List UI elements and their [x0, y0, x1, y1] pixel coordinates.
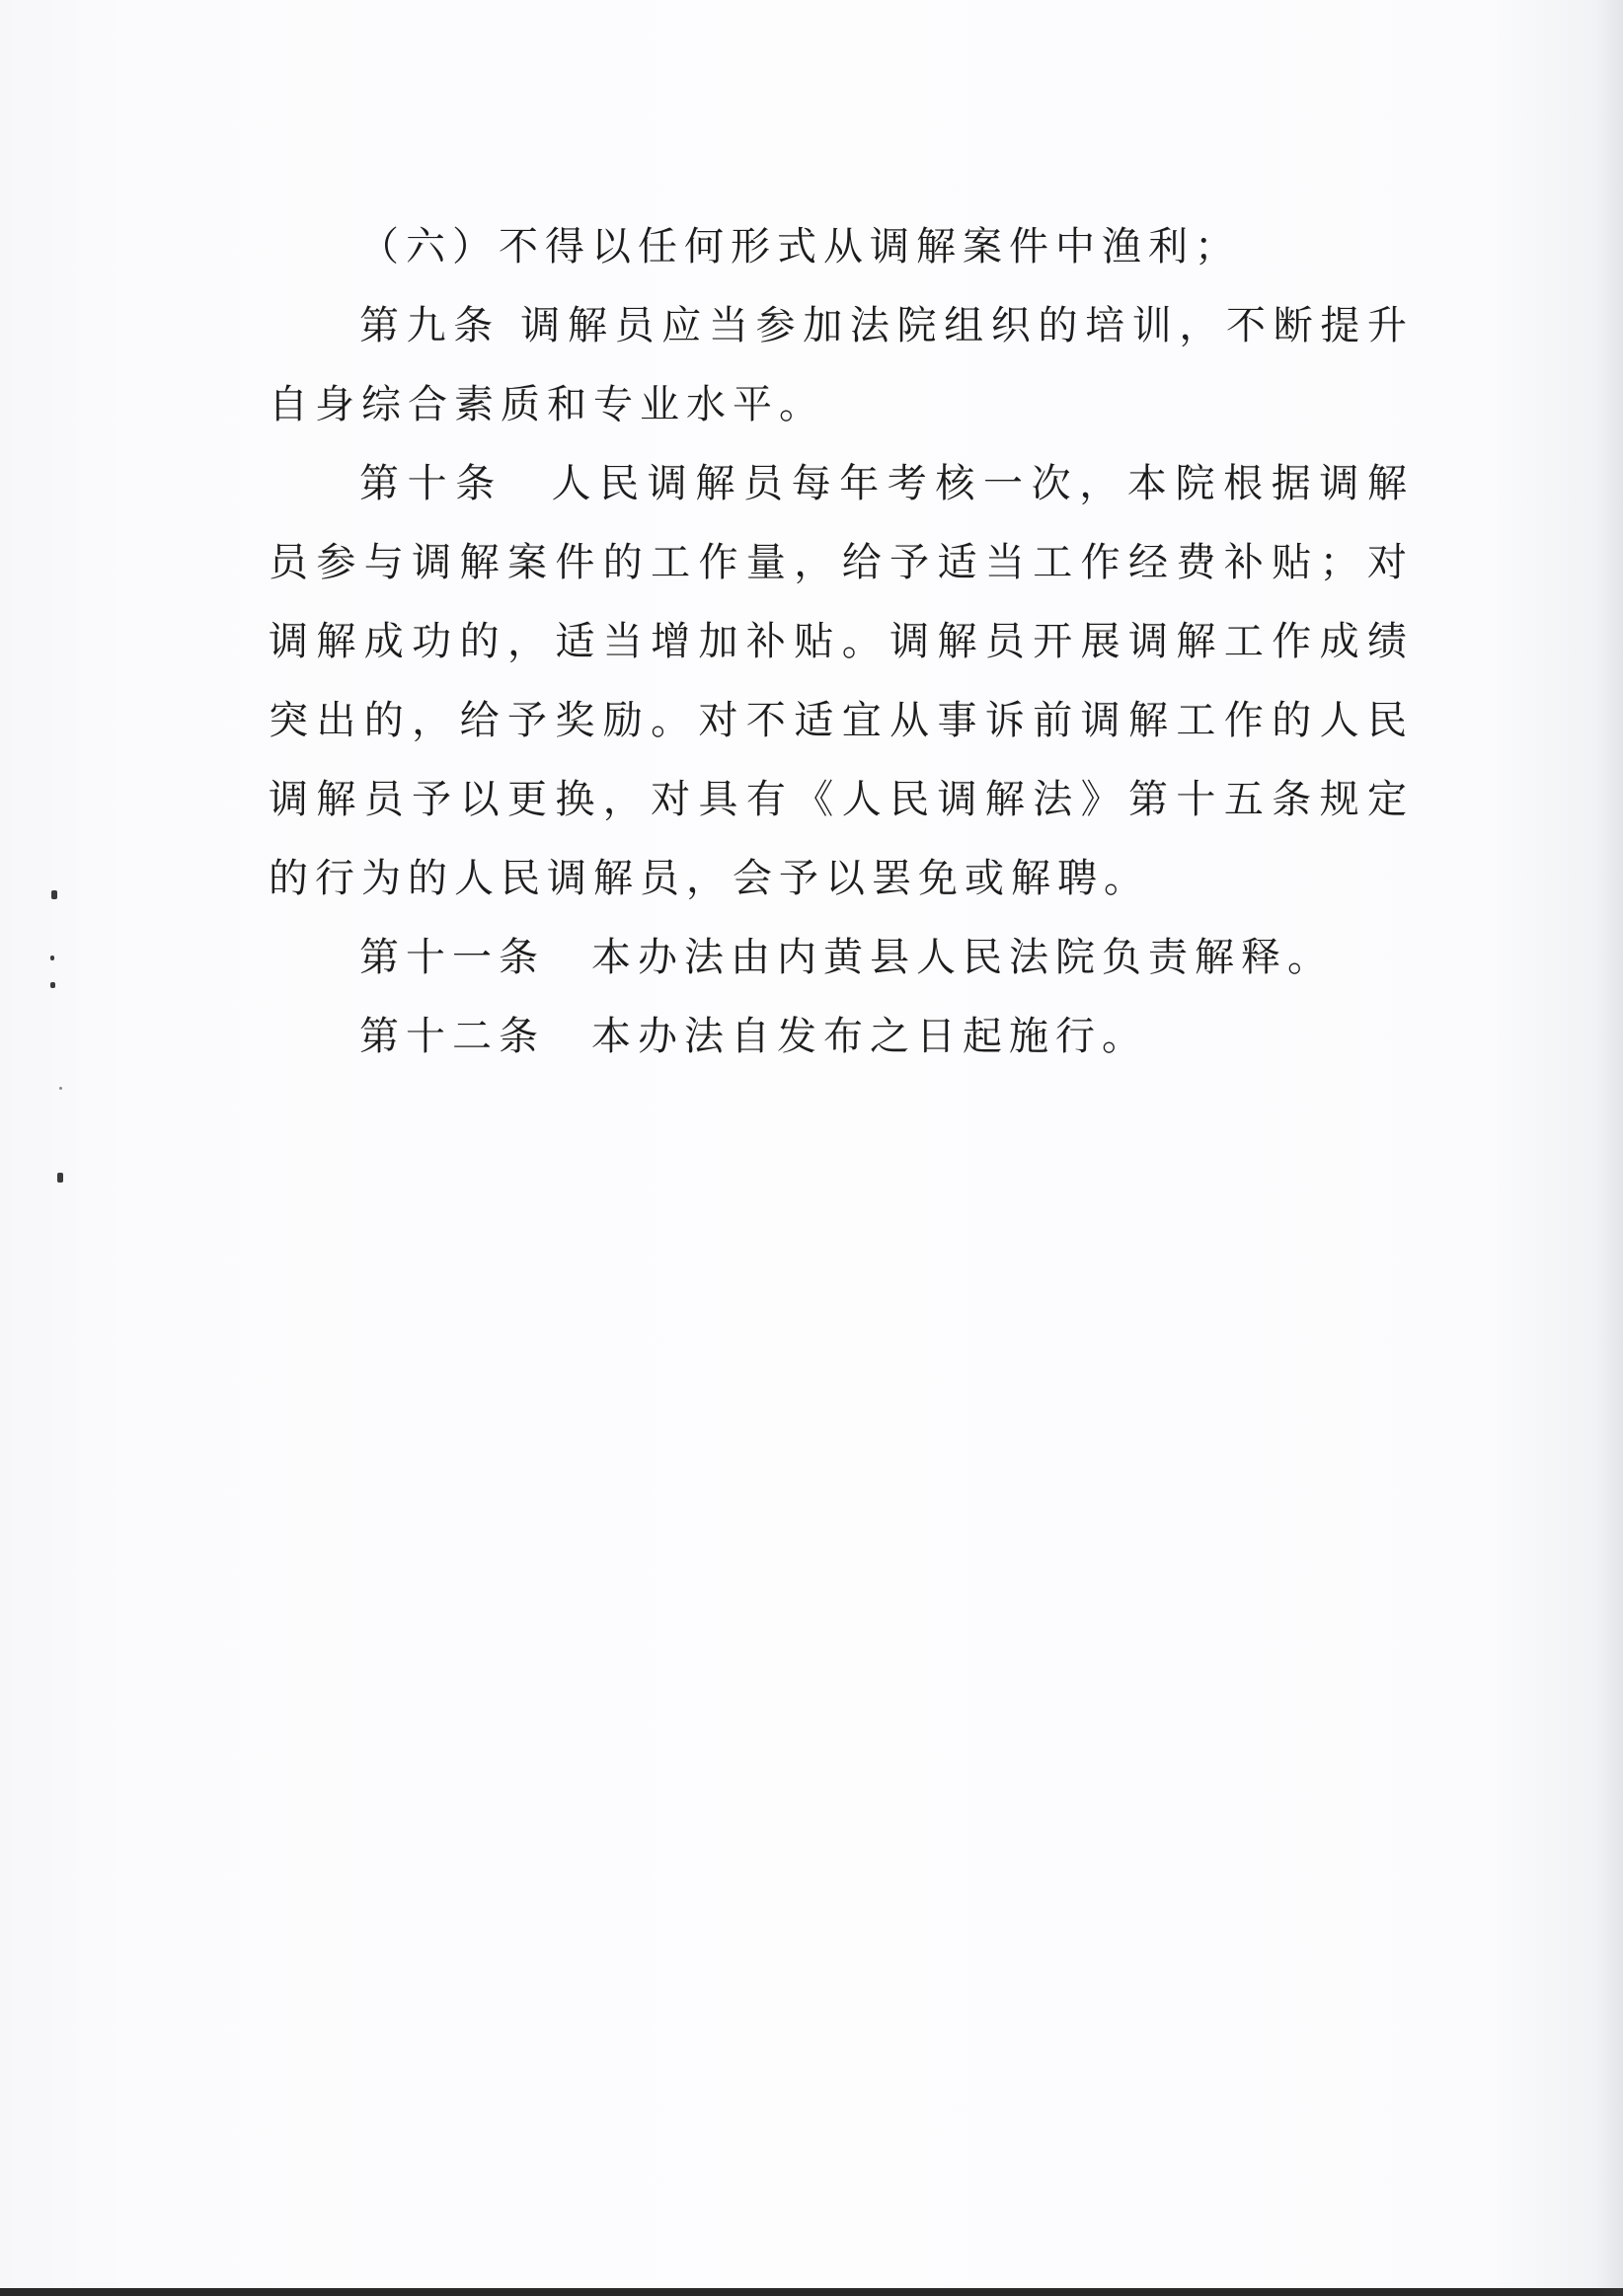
scan-bottom-edge: [0, 2288, 1623, 2296]
scan-artifact: [50, 956, 54, 960]
scan-artifact: [50, 982, 55, 988]
article-9: 第九条 调解员应当参加法院组织的培训，不断提升自身综合素质和专业水平。: [269, 303, 1414, 427]
document-body: [269, 207, 1414, 1076]
paragraph-item-6: （六）不得以任何形式从调解案件中渔利；: [359, 224, 1241, 269]
scan-artifact: [51, 890, 57, 899]
scan-artifact: [57, 1173, 63, 1183]
article-11: 第十一条 本办法由内黄县人民法院负责解释。: [359, 935, 1334, 980]
scan-artifact: [59, 1087, 62, 1090]
article-10: 第十条 人民调解员每年考核一次，本院根据调解员参与调解案件的工作量，给予适当工作经费补贴；对调解成功的，适当增加补贴。调解员开展调解工作成绩突出的，给予奖励。对不适宜从事诉前调解工作的人民调解员予以更换，对具有《人民调解法》第十五条规定的行为的人民调解员，会予以罢免或解聘。: [269, 461, 1414, 901]
article-12: 第十二条 本办法自发布之日起施行。: [359, 1014, 1148, 1059]
